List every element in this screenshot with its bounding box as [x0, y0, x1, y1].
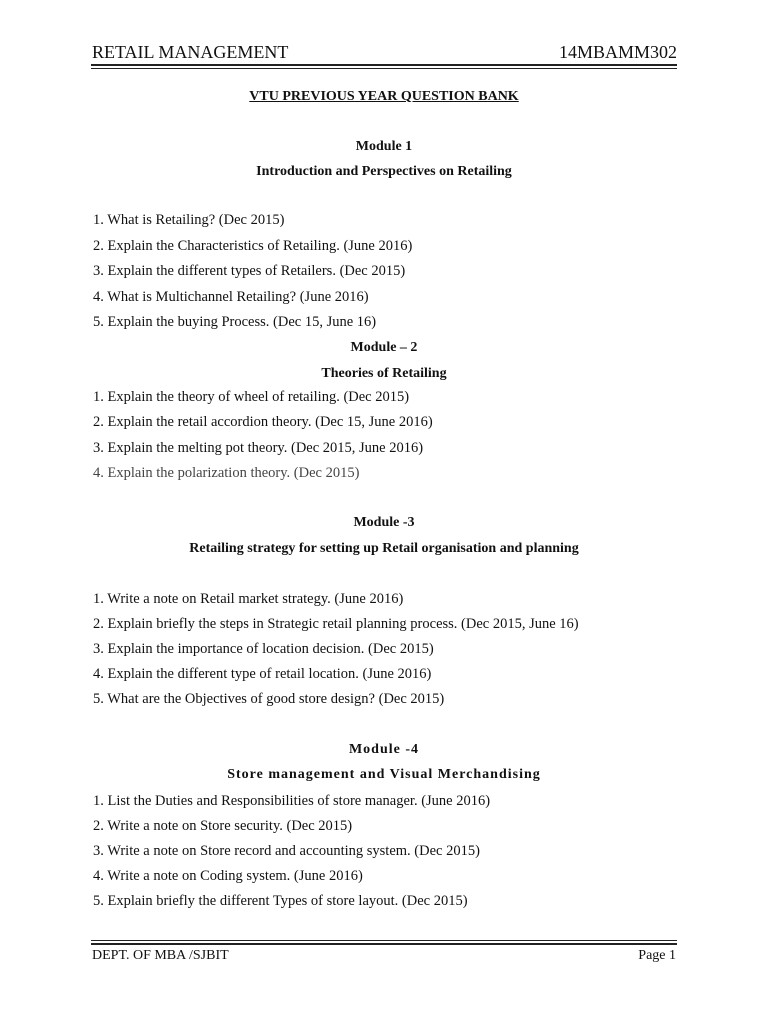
header-course-code: 14MBAMM302: [558, 42, 677, 62]
document-title: VTU PREVIOUS YEAR QUESTION BANK: [249, 89, 519, 104]
module-3-question: 3. Explain the importance of location decision. (Dec 2015): [93, 641, 434, 657]
footer-rule-top: [91, 940, 677, 941]
module-3-question: 1. Write a note on Retail market strategy. (June 2016): [93, 591, 404, 607]
module-4-question: 3. Write a note on Store record and accounting system. (Dec 2015): [93, 843, 480, 859]
module-2-question: 3. Explain the melting pot theory. (Dec 2015, June 2016): [93, 440, 424, 456]
module-3-question: 2. Explain briefly the steps in Strategic retail planning process. (Dec 2015, June 16): [93, 616, 579, 632]
module-2-subtitle: Theories of Retailing: [321, 366, 447, 381]
module-1-question: 4. What is Multichannel Retailing? (June 2016): [93, 289, 369, 305]
module-4-subtitle: Store management and Visual Merchandising: [227, 767, 541, 782]
module-4-question: 1. List the Duties and Responsibilities of store manager. (June 2016): [93, 793, 491, 809]
module-3-subtitle: Retailing strategy for setting up Retail organisation and planning: [189, 541, 579, 556]
module-1-question: 1. What is Retailing? (Dec 2015): [93, 212, 285, 228]
module-4-heading: Module -4: [348, 742, 420, 757]
module-2-heading: Module – 2: [350, 340, 418, 355]
module-4-question: 4. Write a note on Coding system. (June 2016): [93, 868, 363, 884]
module-3-question: 5. What are the Objectives of good store design? (Dec 2015): [93, 691, 445, 707]
module-3-heading: Module -3: [353, 515, 415, 530]
module-1-question: 3. Explain the different types of Retailers. (Dec 2015): [93, 263, 406, 279]
footer-page-number: Page 1: [638, 948, 676, 963]
header-rule-top: [91, 64, 677, 66]
header-title: RETAIL MANAGEMENT: [92, 42, 289, 62]
module-2-question: 1. Explain the theory of wheel of retailing. (Dec 2015): [93, 389, 410, 405]
module-4-question: 2. Write a note on Store security. (Dec 2015): [93, 818, 353, 834]
footer-rule-bottom: [91, 943, 677, 945]
module-2-question: 2. Explain the retail accordion theory. (Dec 15, June 2016): [93, 414, 433, 430]
module-1-question: 5. Explain the buying Process. (Dec 15, June 16): [93, 314, 377, 330]
module-2-question: 4. Explain the polarization theory. (Dec 2015): [93, 465, 360, 481]
module-1-subtitle: Introduction and Perspectives on Retailing: [256, 164, 512, 179]
module-3-question: 4. Explain the different type of retail location. (June 2016): [93, 666, 432, 682]
header-rule-bottom: [91, 68, 677, 69]
module-4-question: 5. Explain briefly the different Types of store layout. (Dec 2015): [93, 893, 468, 909]
module-1-heading: Module 1: [355, 139, 413, 154]
footer-department: DEPT. OF MBA /SJBIT: [92, 948, 229, 963]
module-1-question: 2. Explain the Characteristics of Retailing. (June 2016): [93, 238, 413, 254]
